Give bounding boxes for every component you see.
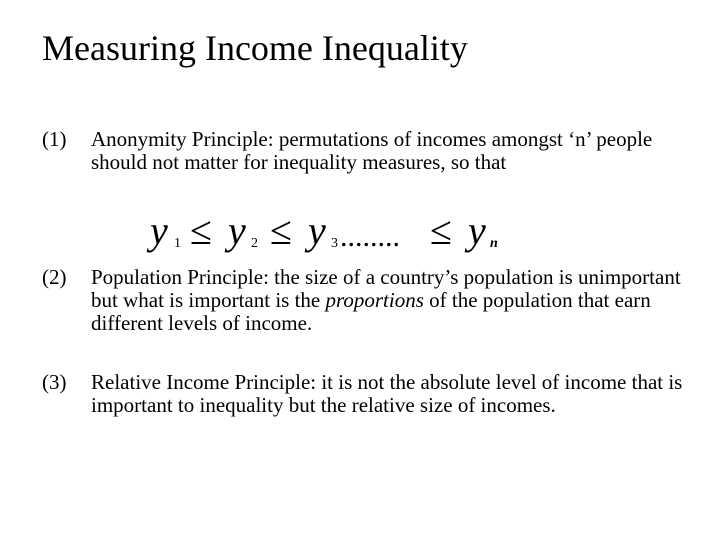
principle-text: Relative Income Principle: it is not the absolute level of income that is important to inequality but the relative size of incomes. [91,370,683,417]
principle-1 [42,128,692,174]
ordering-formula [140,206,520,256]
formula-variable: y [308,208,326,253]
formula-relation: ≤ [430,208,452,253]
formula-relation: ≤ [190,208,212,253]
principle-number: (1) [42,127,67,151]
formula-subscript: 2 [251,236,258,251]
principle-number: (3) [42,370,67,394]
principle-number: (2) [42,265,67,289]
principle-text-before: Population Principle: the size of a country’s population is unimportant but what is important is the [91,265,681,312]
formula-variable: y [228,208,246,253]
principle-2 [42,266,692,335]
formula-ellipsis: ........ [340,220,400,253]
principle-text: Anonymity Principle: permutations of incomes amongst ‘n’ people should not matter for inequality measures, so that [91,127,653,174]
slide-title: Measuring Income Inequality [42,28,468,68]
formula-relation: ≤ [270,208,292,253]
principle-text [91,266,692,335]
principle-text-after: of the population that earn different levels of income. [91,288,651,335]
formula-variable: y [150,208,168,253]
formula-variable: y [468,208,486,253]
formula-subscript: 1 [174,236,181,251]
formula-subscript: 3 [331,236,338,251]
principle-3 [42,371,692,417]
formula-subscript: n [490,236,498,251]
principle-emphasis: proportions [325,288,424,312]
